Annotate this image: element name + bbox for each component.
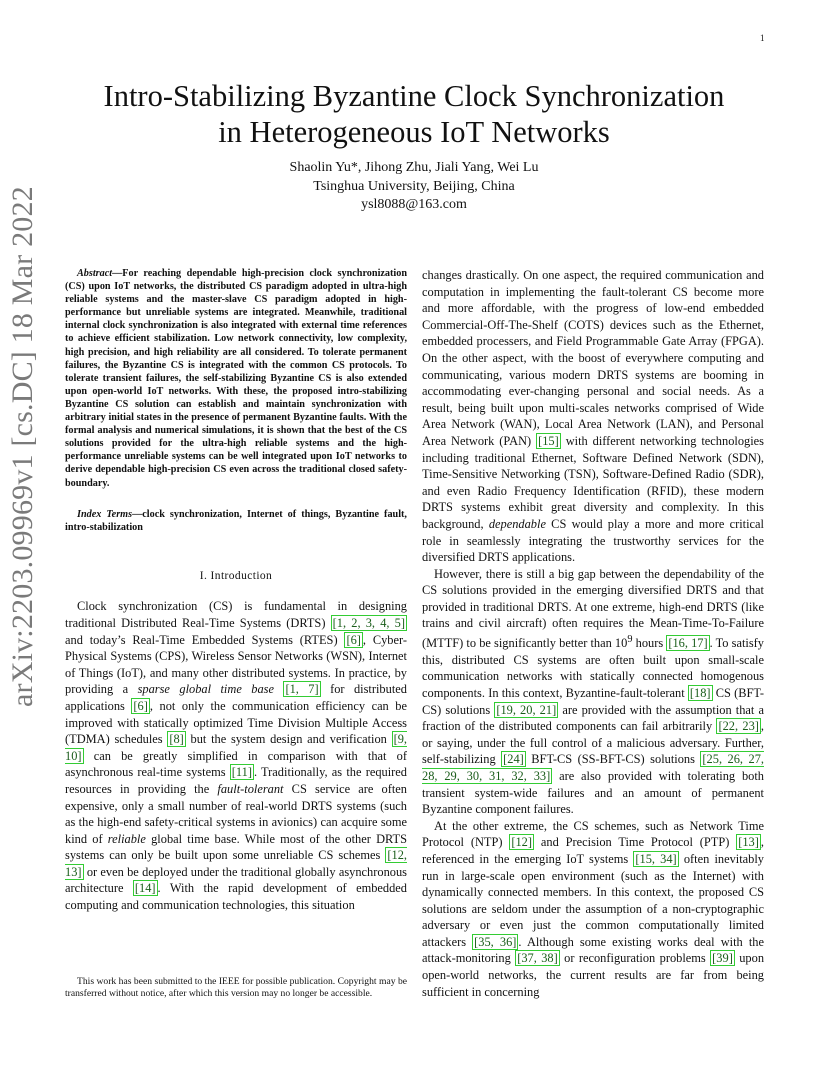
author-email: ysl8088@163.com bbox=[361, 197, 467, 213]
text-run: However, there is still a big gap between the dependability of the CS solutions provided in the emerging diversified DRTS and that provided in traditional DRTS. At one extreme, high-end DRTS (like trains and civil aircraft) often requires the Mean-Time-To-Failure (MTTF) to be significantly better than 10 bbox=[422, 566, 764, 651]
text-run: hours bbox=[632, 636, 667, 651]
citation-link[interactable]: [18] bbox=[689, 685, 711, 700]
text-run: BFT-CS (SS-BFT-CS) solutions bbox=[525, 752, 701, 767]
citation-link[interactable]: [37, 38] bbox=[517, 951, 558, 966]
text-run: CS would play a more and more critical role in seamlessly integrating the trustworthy services for the diversified DRTS applications. bbox=[422, 516, 764, 565]
author-block bbox=[60, 159, 768, 215]
citation-link[interactable]: [19, 20, 21] bbox=[496, 702, 557, 717]
text-run: . Traditionally, as the required resources in providing the bbox=[65, 765, 407, 796]
abstract bbox=[65, 267, 407, 490]
text-run: . With the rapid development of embedded computing and communication technologies, this situation bbox=[65, 881, 407, 913]
text-run: can be greatly simplified in comparison with that of asynchronous real-time systems bbox=[65, 748, 407, 780]
text-run: or reconfiguration problems bbox=[559, 951, 711, 966]
title-line-2: in Heterogeneous IoT Networks bbox=[218, 115, 610, 149]
intro-paragraph-4 bbox=[422, 818, 764, 1001]
citation-link[interactable]: [24] bbox=[503, 752, 524, 767]
index-terms-text: —clock synchronization, Internet of things, Byzantine fault, intro-stabilization bbox=[65, 508, 407, 533]
author-names: Shaolin Yu*, Jihong Zhu, Jiali Yang, Wei Lu bbox=[289, 160, 539, 175]
text-run: . To satisfy this, distributed CS systems are often built upon small-scale communication networks with statically connected homogenous components. In this context, Byzantine-fault-tolerant bbox=[422, 636, 764, 700]
text-run: Clock synchronization (CS) is fundamental in designing traditional Distributed Real-Time Systems (DRTS) bbox=[65, 599, 407, 630]
citation-link[interactable]: [35, 36] bbox=[474, 934, 517, 949]
emphasis: dependable bbox=[488, 516, 546, 531]
text-run: and Precision Time Protocol (PTP) bbox=[534, 835, 737, 850]
citation-link[interactable]: [16, 17] bbox=[668, 636, 708, 651]
citation-link[interactable]: [22, 23] bbox=[718, 719, 759, 734]
text-run: , or saying, under the full control of a malicious adversary. Further, self-stabilizing bbox=[422, 719, 765, 767]
citation-link[interactable]: [12] bbox=[511, 835, 533, 850]
citation-link[interactable]: [12, 13] bbox=[65, 848, 407, 879]
left-column bbox=[65, 267, 407, 914]
text-run: and today’s Real-Time Embedded Systems (RTES) bbox=[65, 632, 345, 647]
text-run: CS (BFT-CS) solutions bbox=[422, 685, 764, 717]
emphasis: sparse global time base bbox=[137, 682, 274, 697]
text-run: , referenced in the emerging IoT systems bbox=[422, 835, 764, 866]
intro-paragraph-2 bbox=[422, 267, 764, 566]
text-run: changes drastically. On one aspect, the required communication and computation in implementing the fault-tolerant CS become more and more affordable, with the progress of low-end embedded Commercial-Off-The-Shelf (COTS) devices such as the Ethernet, embedded processers, and Field Programmable Gate Array (FPGA). On the other aspect, with the boost of everywhere computing and communicating, various modern DRTS systems are booming in accommodating ever-changing personal and social needs. As a result, being built upon multi-scales networks comprised of Wide Area Network (WAN), Local Area Network (LAN), and Personal Area Network (PAN) bbox=[422, 268, 764, 448]
affiliation: Tsinghua University, Beijing, China bbox=[313, 178, 515, 194]
footnote: This work has been submitted to the IEEE for possible publication. Copyright may be transferred without notice, after which this version may no longer be accessible. bbox=[65, 976, 407, 999]
section-heading: I. Introduction bbox=[199, 569, 273, 582]
text-run: At the other extreme, the CS schemes, such as Network Time Protocol (NTP) bbox=[422, 818, 764, 850]
text-run: but the system design and verification bbox=[185, 732, 392, 747]
abstract-label: Abstract bbox=[77, 268, 113, 279]
intro-paragraph-1 bbox=[65, 598, 407, 913]
title-line-1: Intro-Stabilizing Byzantine Clock Synchronization bbox=[103, 79, 725, 113]
arxiv-identifier: arXiv:2203.09969v1 [cs.DC] 18 Mar 2022 bbox=[6, 186, 39, 707]
citation-link[interactable]: [15, 34] bbox=[635, 851, 677, 866]
index-terms-label: Index Terms bbox=[77, 508, 133, 520]
text-run: , Cyber-Physical Systems (CPS), Wireless Sensor Networks (WSN), Internet of Things (IoT), and many other distributed systems. In practice, by providing a bbox=[65, 632, 407, 697]
citation-link[interactable]: [6] bbox=[133, 698, 148, 713]
text-run: global time base. While most of the other DRTS systems can only be built upon some unreliable CS schemes bbox=[65, 831, 407, 863]
citation-link[interactable]: [14] bbox=[134, 881, 156, 896]
text-run: upon open-world networks, the current results are far from being sufficient in concerning bbox=[422, 951, 765, 999]
text-run: , not only the communication efficiency can be improved with statically optimized Time Division Multiple Access (TDMA) schedules bbox=[65, 698, 407, 747]
intro-paragraph-3 bbox=[422, 566, 764, 818]
text-run: . Although some existing works deal with the attack-monitoring bbox=[422, 934, 765, 966]
text-run: with different networking technologies including traditional Ethernet, Software Defined Network (SDN), Time-Sensitive Networking (TSN), Software-Defined Radio (SDR), and even Radio Frequency Identification (RFID), these modern DRTS systems exhibit great diversity and complexity. In this background, bbox=[422, 433, 764, 531]
emphasis: fault-tolerant bbox=[217, 781, 284, 796]
text-run: for distributed applications bbox=[65, 682, 407, 713]
text-run: often inevitably run in large-scale open environment (such as the Internet) with dynamically connected members. In this context, the proposed CS solutions are seldom under the assumption of a non-cryptographic adversary or even just the common computationally limited attackers bbox=[422, 851, 764, 949]
citation-link[interactable]: [39] bbox=[712, 951, 733, 966]
text-run: are provided with the assumption that a fraction of the distributed components can fail arbitrarily bbox=[422, 702, 764, 734]
citation-link[interactable]: [6] bbox=[346, 632, 361, 647]
abstract-text: —For reaching dependable high-precision clock synchronization (CS) upon IoT networks, the distributed CS paradigm adopted in ultra-high reliable systems and the master-slave CS paradigm adopted in high-performance but unreliable systems are integrated. Meanwhile, traditional internal clock synchronization is also integrated with external time references to achieve efficient stabilization. Low network connectivity, low complexity, high precision, and high reliability are all considered. To tolerate permanent failures, the Byzantine CS is integrated with the common CS protocols. To tolerate transient failures, the self-stabilizing Byzantine CS is also extended upon open-world IoT networks. With these, the proposed intro-stabilizing Byzantine CS solution can establish and maintain synchronization with arbitrary initial states in the presence of permanent Byzantine faults. With the formal analysis and numerical simulations, it is shown that the best of the CS solutions provided for the ultra-high reliable systems and the high-performance unreliable systems can be well integrated upon IoT networks to derive dependable high-precision CS even across the traditional closed safety-boundary. bbox=[65, 268, 407, 489]
text-run: CS service are often expensive, only a small number of real-world DRTS systems (such as the high-end safety-critical systems in avionics) can acquire some kind of bbox=[65, 781, 408, 846]
paper-title bbox=[60, 78, 768, 150]
index-terms bbox=[65, 508, 407, 534]
citation-link[interactable]: [13] bbox=[738, 835, 759, 850]
superscript: 9 bbox=[627, 634, 633, 646]
citation-link[interactable]: [1, 2, 3, 4, 5] bbox=[332, 615, 405, 630]
text-run: or even be deployed under the traditional globally asynchronous architecture bbox=[65, 864, 407, 896]
citation-link[interactable]: [11] bbox=[231, 765, 252, 780]
citation-link[interactable]: [1, 7] bbox=[285, 682, 319, 697]
page-number: 1 bbox=[760, 33, 765, 43]
text-run: are also provided with tolerating both transient system-wide failures and an amount of permanent Byzantine component failures. bbox=[422, 768, 764, 817]
right-column bbox=[422, 267, 764, 1000]
citation-link[interactable]: [9, 10] bbox=[65, 732, 408, 763]
emphasis: reliable bbox=[107, 831, 146, 846]
citation-link[interactable]: [25, 26, 27, 28, 29, 30, 31, 32, 33] bbox=[422, 752, 764, 783]
citation-link[interactable]: [15] bbox=[538, 433, 559, 448]
citation-link[interactable]: [8] bbox=[169, 732, 184, 747]
